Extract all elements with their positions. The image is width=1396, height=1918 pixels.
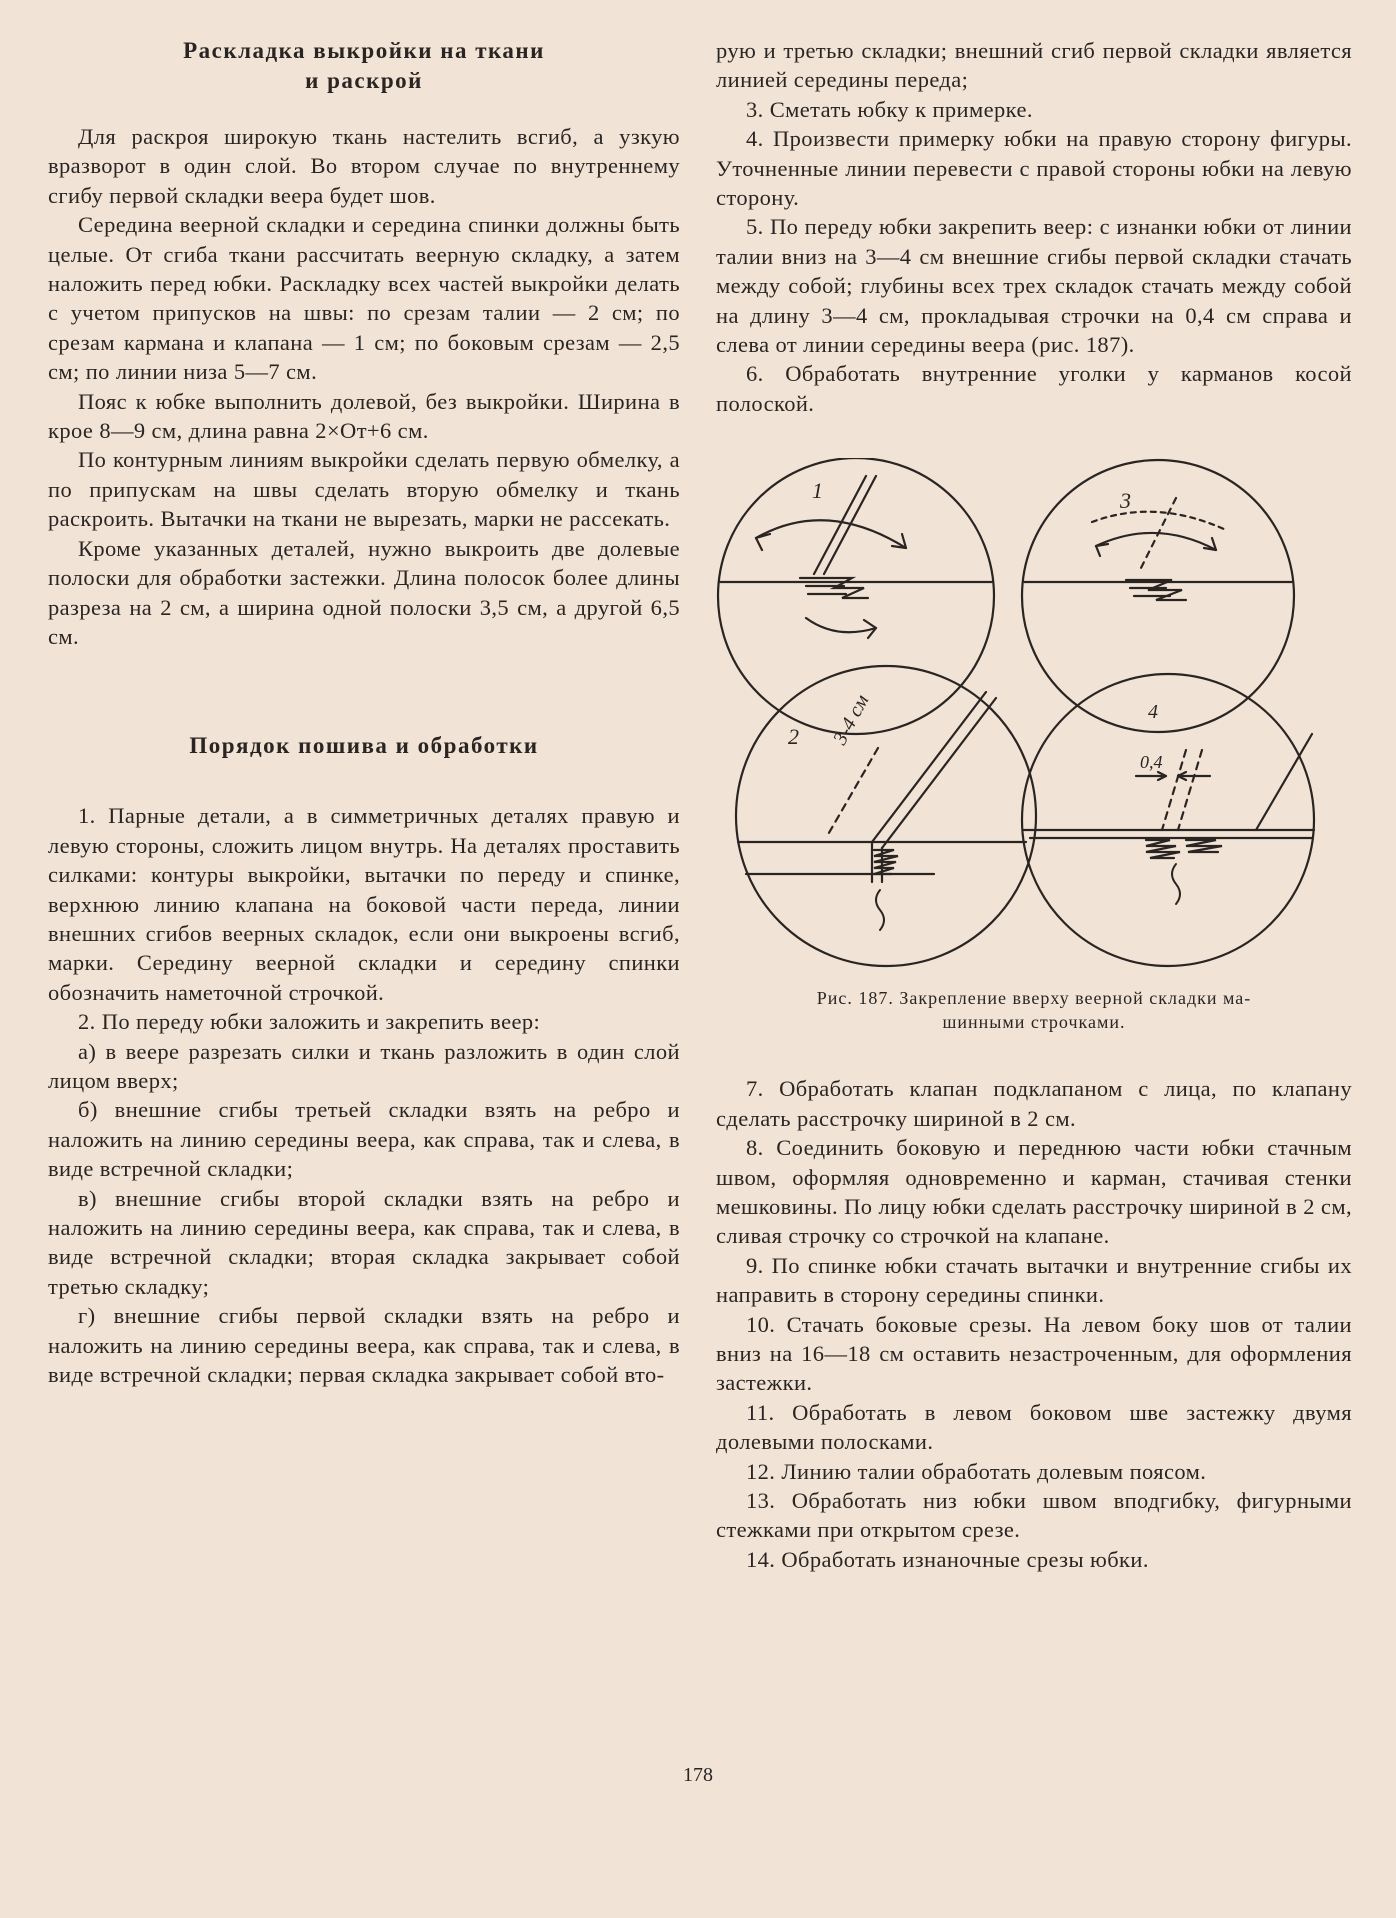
- figure-187: [716, 458, 1352, 978]
- paragraph: По контурным линиям выкройки сделать первую обмелку, а по припускам на швы сделать вторую обмелку и ткань раскроить. Вытачки на ткани не вырезать, марки не рассекать.: [48, 447, 680, 532]
- paragraph: б) внешние сгибы третьей складки взять на ребро и наложить на линию середины веера, как справа, так и слева, в виде встречной складки;: [48, 1097, 680, 1182]
- paragraph: 1. Парные детали, а в симметричных деталях правую и левую стороны, сложить лицом внутрь. На деталях проставить силками: контуры выкройки, вытачки по переду и спинке, верхнюю линию клапана на боковой части переда, линии внешних сгибов веерных складок, если они выкроены всгиб, марки. Середину веерной складки и середину спинки обозначить наметочной строчкой.: [48, 803, 680, 1005]
- paragraph: 4. Произвести примерку юбки на правую сторону фигуры. Уточненные линии перевести с правой стороны юбки на левую сторону.: [716, 126, 1352, 211]
- paragraph: в) внешние сгибы второй складки взять на ребро и наложить на линию середины веера, как справа, так и слева, в виде встречной складки; вторая складка закрывает собой третью складку;: [48, 1185, 680, 1299]
- right-column: [716, 36, 1352, 1574]
- paragraph: 14. Обработать изнаночные срезы юбки.: [746, 1546, 1149, 1572]
- paragraph: а) в веере разрезать силки и ткань разложить в один слой лицом вверх;: [48, 1038, 680, 1093]
- detail-label-4: 4: [1148, 701, 1158, 724]
- dimension-label-3-4cm: 3-4 см: [828, 691, 874, 749]
- paragraph: 13. Обработать низ юбки швом вподгибку, фигурными стежками при открытом срезе.: [716, 1487, 1352, 1543]
- figure-caption: [716, 986, 1352, 1034]
- paragraph: 7. Обработать клапан подклапаном с лица, по клапану сделать расстрочку шириной в 2 см.: [716, 1076, 1352, 1131]
- paragraph: 5. По переду юбки закрепить веер: с изнанки юбки от линии талии вниз на 3—4 см внешние сгибы первой складки стачать между собой; глубины всех трех складок стачать между собой на длину 3—4 см, прокладывая строчки на 0,4 см справа и слева от линии середины веера (рис. 187).: [716, 214, 1352, 358]
- paragraph: Середина веерной складки и середина спинки должны быть целые. От сгиба ткани рассчитать веерную складку, а затем наложить перед юбки. Раскладку всех частей выкройки делать с учетом припусков на швы: по срезам талии — 2 см; по срезам кармана и клапана — 1 см; по боковым срезам — 2,5 см; по линии низа 5—7 см.: [48, 212, 680, 385]
- section-title-layout-cutting: [48, 36, 680, 96]
- paragraph: Пояс к юбке выполнить долевой, без выкройки. Ширина в крое 8—9 см, длина равна 2×От+6 см.: [48, 388, 680, 444]
- section-title-line: и раскрой: [305, 68, 423, 93]
- page-number: 178: [683, 1764, 713, 1786]
- caption-line: шинными строчками.: [942, 1012, 1126, 1033]
- caption-line: Рис. 187. Закрепление вверху веерной складки ма-: [816, 988, 1252, 1009]
- paragraph: Для раскроя широкую ткань настелить всгиб, а узкую вразворот в один слой. Во втором случае по внутреннему сгибу первой складки веера будет шов.: [48, 124, 680, 208]
- left-column: [48, 36, 680, 1389]
- paragraph: 3. Сметать юбку к примерке.: [746, 96, 1033, 122]
- paragraph: 12. Линию талии обработать долевым поясом.: [746, 1458, 1207, 1484]
- pleat-stitching-diagram: [716, 458, 1352, 978]
- paragraph: г) внешние сгибы первой складки взять на ребро и наложить на линию середины веера, как справа, так и слева, в виде встречной складки; первая складка закрывает собой вто-: [48, 1303, 680, 1388]
- paragraph: рую и третью складки; внешний сгиб первой складки является линией середины переда;: [716, 38, 1352, 93]
- paragraph: 8. Соединить боковую и переднюю части юбки стачным швом, оформляя одновременно и карман, стачивая стенки мешковины. По лицу юбки сделать расстрочку шириной в 2 см, сливая строчку со строчкой на клапане.: [716, 1135, 1352, 1249]
- paragraph: 11. Обработать в левом боковом шве застежку двумя долевыми полосками.: [716, 1399, 1352, 1455]
- detail-label-2: 2: [788, 724, 799, 750]
- paragraph: Кроме указанных деталей, нужно выкроить две долевые полоски для обработки застежки. Длина полосок более длины разреза на 2 см, а ширина одной полоски 3,5 см, а другой 6,5 см.: [48, 535, 680, 649]
- dimension-label-0-4: 0,4: [1140, 752, 1163, 773]
- paragraph: 2. По переду юбки заложить и закрепить веер:: [78, 1009, 541, 1035]
- detail-circle-3: [1022, 460, 1294, 732]
- section-title-sewing-order: Порядок пошива и обработки: [189, 733, 539, 759]
- paragraph: 10. Стачать боковые срезы. На левом боку шов от талии вниз на 16—18 см оставить незастроченным, для оформления застежки.: [716, 1311, 1352, 1396]
- section-title-line: Раскладка выкройки на ткани: [183, 38, 545, 63]
- detail-label-3: 3: [1120, 488, 1131, 514]
- paragraph: 9. По спинке юбки стачать вытачки и внутренние сгибы их направить в сторону середины спинки.: [716, 1252, 1352, 1308]
- detail-circle-4: [1022, 674, 1314, 966]
- paragraph: 6. Обработать внутренние уголки у карманов косой полоской.: [716, 361, 1352, 416]
- detail-label-1: 1: [812, 478, 823, 504]
